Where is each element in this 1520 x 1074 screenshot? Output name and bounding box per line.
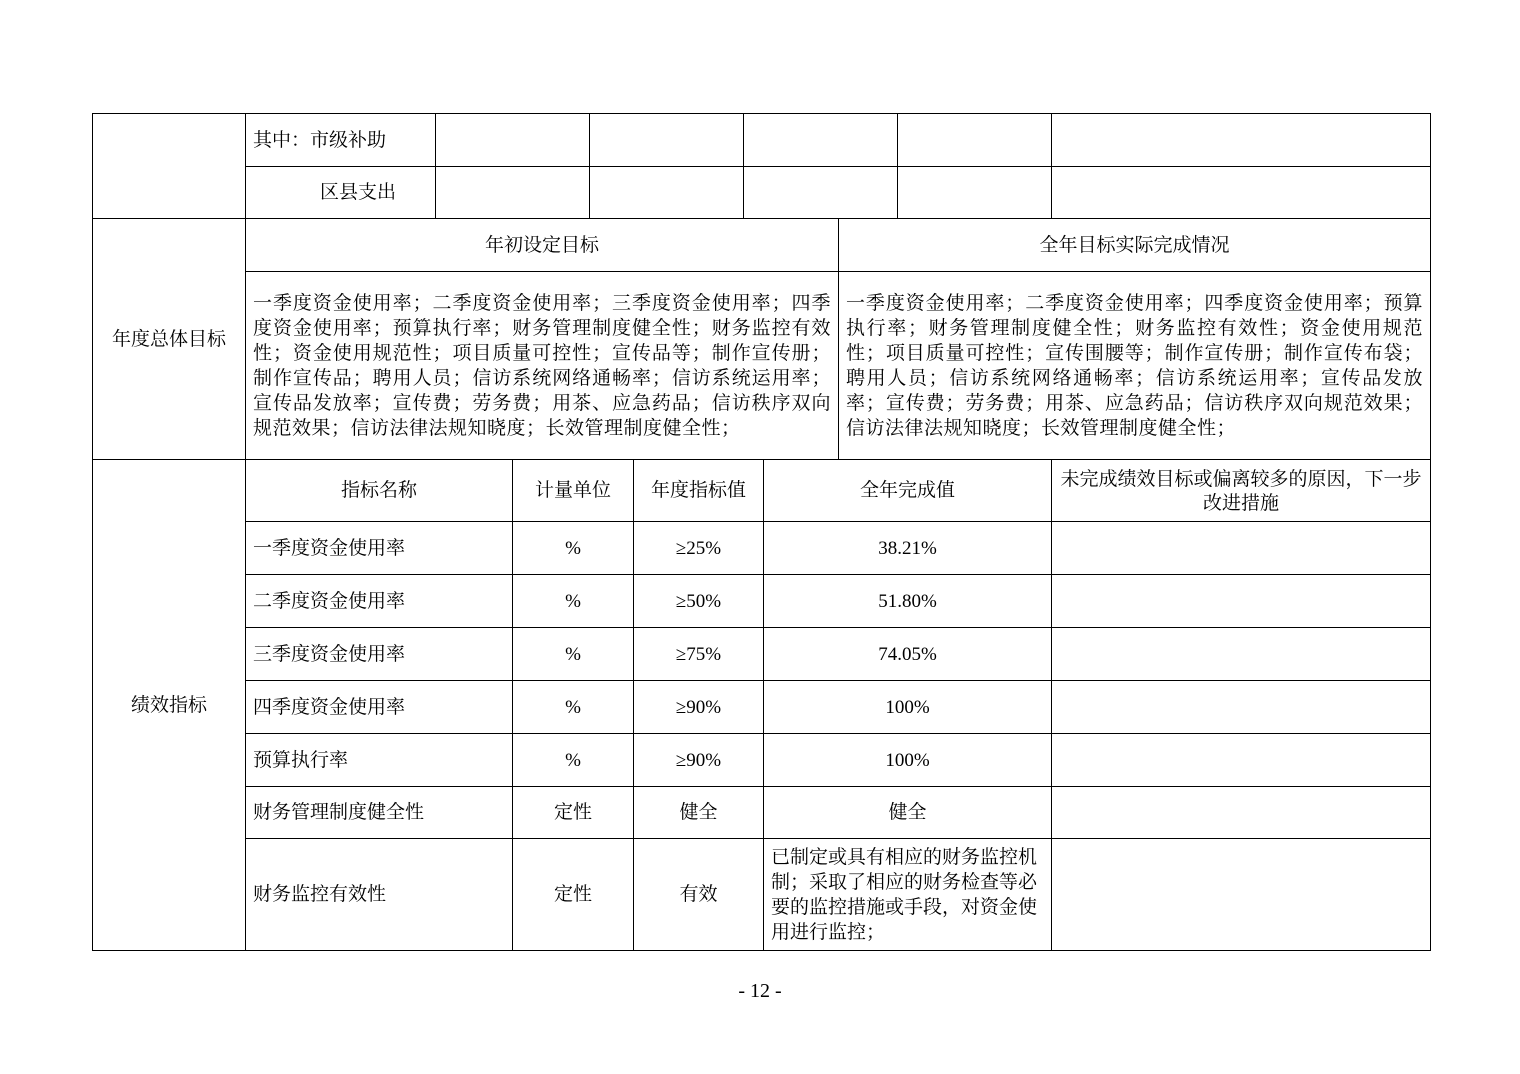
indicator-actual: 74.05% [764, 628, 1052, 681]
indicator-reason [1052, 575, 1431, 628]
indicator-target: ≥75% [634, 628, 764, 681]
indicator-actual: 健全 [764, 787, 1052, 839]
indicator-reason [1052, 734, 1431, 787]
indicator-unit: % [513, 734, 634, 787]
indicator-actual: 已制定或具有相应的财务监控机制；采取了相应的财务检查等必要的监控措施或手段，对资金使用进行监控； [764, 839, 1052, 951]
table-row [93, 681, 1431, 734]
indicator-unit: % [513, 522, 634, 575]
planned-goal-header: 年初设定目标 [246, 219, 839, 272]
annual-goal-header-row [93, 219, 1431, 272]
actual-goal-text: 一季度资金使用率；二季度资金使用率；四季度资金使用率；预算执行率；财务管理制度健全性；财务监控有效性；资金使用规范性；项目质量可控性；宣传围腰等；制作宣传册；制作宣传布袋；聘用人员；信访系统网络通畅率；信访系统运用率；宣传品发放率；宣传费；劳务费；用茶、应急药品；信访秩序双向规范效果；信访法律法规知晓度；长效管理制度健全性； [839, 272, 1431, 460]
funding-table [92, 113, 1431, 219]
indicator-header-row [93, 460, 1431, 522]
table-row [93, 522, 1431, 575]
indicator-target: ≥25% [634, 522, 764, 575]
funding-blank-cell [93, 114, 246, 219]
header-name: 指标名称 [246, 460, 513, 522]
indicator-name: 预算执行率 [246, 734, 513, 787]
table-row [93, 628, 1431, 681]
table-row [93, 787, 1431, 839]
funding-row-district [93, 167, 1431, 219]
annual-goal-label: 年度总体目标 [93, 219, 246, 460]
indicator-table [92, 459, 1431, 951]
indicator-actual: 51.80% [764, 575, 1052, 628]
header-actual: 全年完成值 [764, 460, 1052, 522]
header-unit: 计量单位 [513, 460, 634, 522]
indicator-target: ≥90% [634, 734, 764, 787]
indicator-target: 有效 [634, 839, 764, 951]
indicator-reason [1052, 681, 1431, 734]
annual-goal-table [92, 218, 1431, 460]
planned-goal-text: 一季度资金使用率；二季度资金使用率；三季度资金使用率；四季度资金使用率；预算执行率；财务管理制度健全性；财务监控有效性；资金使用规范性；项目质量可控性；宣传品等；制作宣传册；制作宣传品；聘用人员；信访系统网络通畅率；信访系统运用率；宣传品发放率；宣传费；劳务费；用茶、应急药品；信访秩序双向规范效果；信访法律法规知晓度；长效管理制度健全性； [246, 272, 839, 460]
indicator-actual: 100% [764, 681, 1052, 734]
table-row [93, 839, 1431, 951]
indicator-name: 财务管理制度健全性 [246, 787, 513, 839]
indicator-unit: % [513, 681, 634, 734]
indicator-name: 财务监控有效性 [246, 839, 513, 951]
indicator-reason [1052, 787, 1431, 839]
indicator-name: 一季度资金使用率 [246, 522, 513, 575]
indicator-name: 四季度资金使用率 [246, 681, 513, 734]
indicator-target: ≥50% [634, 575, 764, 628]
header-reason: 未完成绩效目标或偏离较多的原因，下一步改进措施 [1052, 460, 1431, 522]
indicator-reason [1052, 522, 1431, 575]
funding-row-municipal [93, 114, 1431, 167]
header-target: 年度指标值 [634, 460, 764, 522]
indicator-reason [1052, 628, 1431, 681]
table-row [93, 734, 1431, 787]
indicator-actual: 100% [764, 734, 1052, 787]
indicator-actual: 38.21% [764, 522, 1052, 575]
indicator-name: 二季度资金使用率 [246, 575, 513, 628]
indicator-name: 三季度资金使用率 [246, 628, 513, 681]
funding-label-municipal: 其中：市级补助 [246, 114, 436, 167]
indicator-unit: 定性 [513, 787, 634, 839]
table-row [93, 575, 1431, 628]
indicator-unit: % [513, 575, 634, 628]
annual-goal-content-row [93, 272, 1431, 460]
indicator-unit: 定性 [513, 839, 634, 951]
page-number: - 12 - [738, 980, 782, 1002]
indicator-reason [1052, 839, 1431, 951]
indicator-section-label: 绩效指标 [93, 460, 246, 951]
indicator-target: ≥90% [634, 681, 764, 734]
funding-label-district: 区县支出 [246, 167, 436, 219]
actual-goal-header: 全年目标实际完成情况 [839, 219, 1431, 272]
indicator-unit: % [513, 628, 634, 681]
indicator-target: 健全 [634, 787, 764, 839]
